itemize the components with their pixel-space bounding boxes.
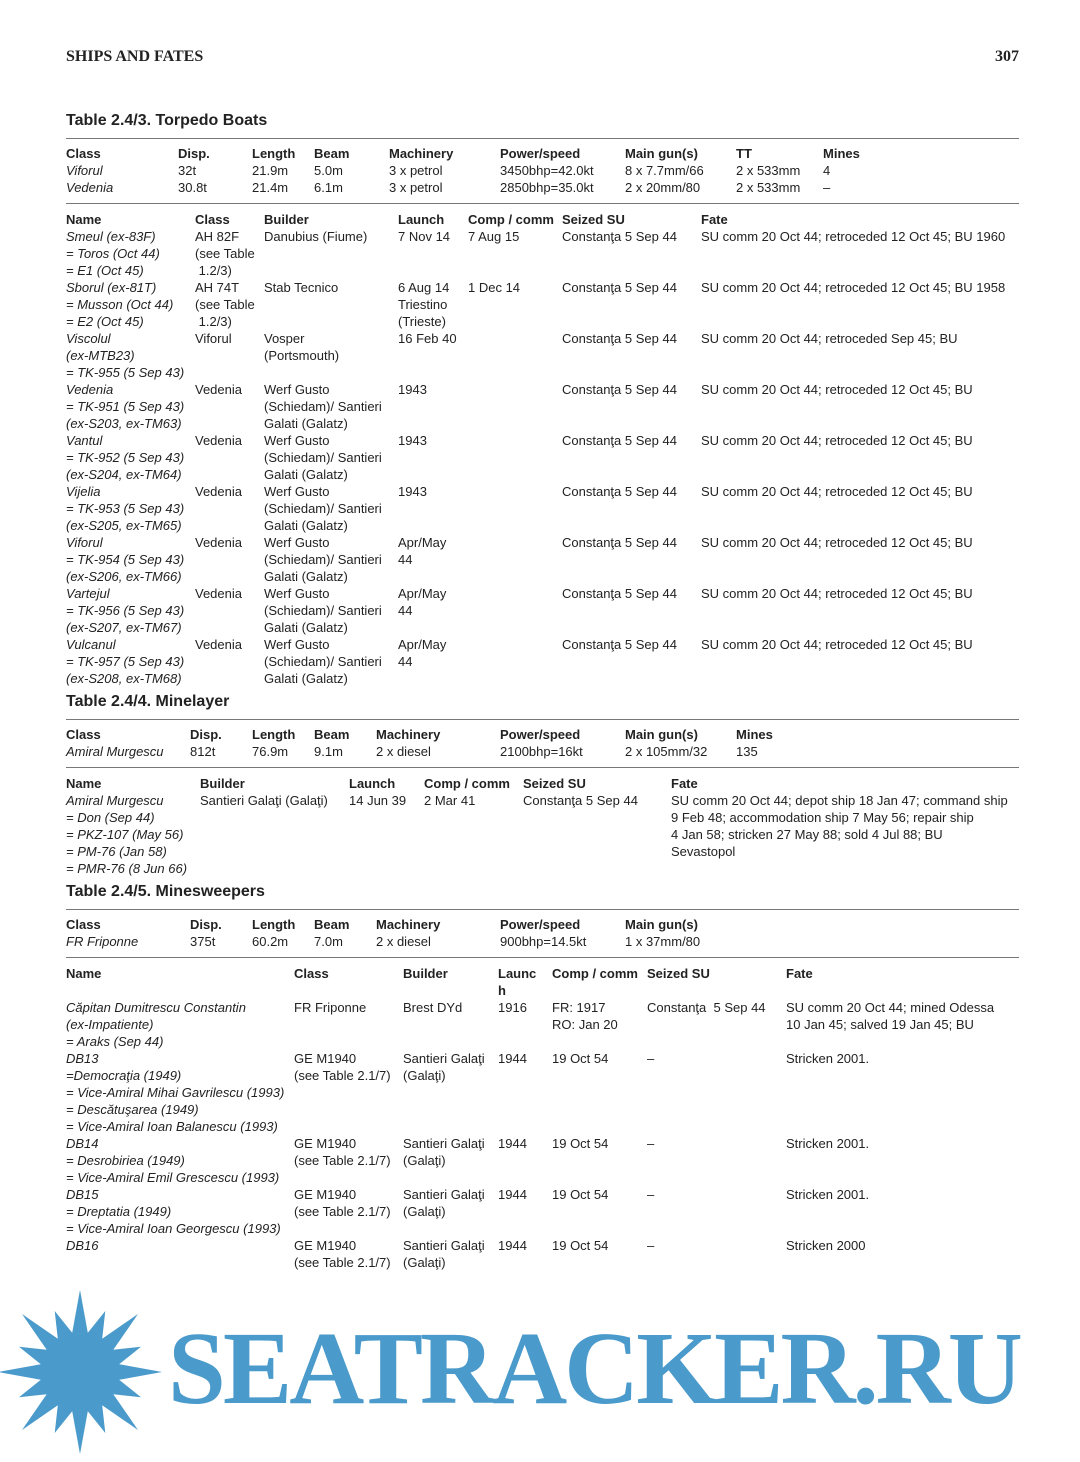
cell: Comp / comm bbox=[552, 966, 638, 981]
cell: 2 x 533mm bbox=[736, 180, 801, 195]
cell: Werf Gusto (Schiedam)/ Santieri Galati (Galatz) bbox=[264, 382, 382, 431]
cell: Builder bbox=[200, 776, 245, 791]
cell: SU comm 20 Oct 44; retroceded 12 Oct 45; BU bbox=[701, 535, 973, 550]
cell: Constanţa 5 Sep 44 bbox=[523, 793, 638, 808]
cell: Smeul (ex-83F) = Toros (Oct 44) = E1 (Oct 45) bbox=[66, 229, 160, 278]
cell: AH 74T (see Table 1.2/3) bbox=[195, 280, 255, 329]
cell: 6.1m bbox=[314, 180, 343, 195]
ship-row bbox=[66, 1135, 1019, 1186]
cell: Vedenia bbox=[66, 180, 114, 195]
header-row bbox=[66, 775, 1019, 792]
cell: SU comm 20 Oct 44; retroceded 12 Oct 45; BU 1958 bbox=[701, 280, 1006, 295]
cell: 1944 bbox=[498, 1136, 527, 1151]
cell: 30.8t bbox=[178, 180, 207, 195]
cell: Căpitan Dumitrescu Constantin (ex-Impatiente) = Araks (Sep 44) bbox=[66, 1000, 246, 1049]
column-header: Machinery bbox=[389, 146, 454, 161]
cell: Vedenia = TK-951 (5 Sep 43) (ex-S203, ex-TM63) bbox=[66, 382, 185, 431]
cell: 1943 bbox=[398, 484, 427, 499]
ship-row bbox=[66, 432, 1019, 483]
column-header: Class bbox=[66, 727, 101, 742]
cell: FR Friponne bbox=[294, 1000, 367, 1015]
column-header: Beam bbox=[314, 917, 350, 932]
cell: Constanţa 5 Sep 44 bbox=[562, 331, 677, 346]
cell: Stricken 2001. bbox=[786, 1051, 870, 1066]
cell: Vijelia = TK-953 (5 Sep 43) (ex-S205, ex-TM65) bbox=[66, 484, 185, 533]
spec-row bbox=[66, 162, 1019, 179]
table-title: Table 2.4/5. Minesweepers bbox=[66, 883, 265, 900]
cell: Vedenia bbox=[195, 484, 242, 499]
cell: 2100bhp=16kt bbox=[500, 744, 583, 759]
cell: Name bbox=[66, 212, 102, 227]
cell: SU comm 20 Oct 44; retroceded 12 Oct 45; BU bbox=[701, 382, 973, 397]
column-header: Power/speed bbox=[500, 146, 581, 161]
cell: 19 Oct 54 bbox=[552, 1136, 609, 1151]
cell: SU comm 20 Oct 44; retroceded 12 Oct 45; BU bbox=[701, 586, 973, 601]
column-header: Main gun(s) bbox=[625, 917, 698, 932]
cell: 3450bhp=42.0kt bbox=[500, 163, 594, 178]
column-header: Class bbox=[66, 917, 101, 932]
cell: 1943 bbox=[398, 433, 427, 448]
cell: 135 bbox=[736, 744, 758, 759]
cell: 1943 bbox=[398, 382, 427, 397]
cell: Name bbox=[66, 776, 102, 791]
cell: SU comm 20 Oct 44; retroceded 12 Oct 45; BU 1960 bbox=[701, 229, 1006, 244]
column-header: Mines bbox=[823, 146, 860, 161]
cell: 2 x 105mm/32 bbox=[625, 744, 708, 759]
cell: 1944 bbox=[498, 1051, 527, 1066]
cell: GE M1940 (see Table 2.1/7) bbox=[294, 1051, 391, 1083]
watermark-text: SEATRACKER.RU bbox=[168, 1311, 1020, 1426]
ship-row bbox=[66, 999, 1019, 1050]
column-header: Length bbox=[252, 727, 296, 742]
ship-table bbox=[66, 965, 1019, 1271]
table-rule bbox=[66, 767, 1019, 768]
cell: Launch bbox=[398, 212, 445, 227]
ship-row bbox=[66, 483, 1019, 534]
cell: FR Friponne bbox=[66, 934, 139, 949]
spec-table bbox=[66, 145, 1019, 196]
cell: – bbox=[647, 1136, 655, 1151]
table-rule bbox=[66, 909, 1019, 910]
cell: 19 Oct 54 bbox=[552, 1238, 609, 1253]
cell: Amiral Murgescu = Don (Sep 44) = PKZ-107 (May 56) = PM-76 (Jan 58) = PMR-76 (8 Jun 66) bbox=[66, 793, 188, 876]
cell: Constanţa 5 Sep 44 bbox=[562, 535, 677, 550]
cell: SU comm 20 Oct 44; mined Odessa 10 Jan 45; salved 19 Jan 45; BU bbox=[786, 1000, 995, 1032]
ship-row bbox=[66, 585, 1019, 636]
column-header: Machinery bbox=[376, 727, 441, 742]
cell: Vedenia bbox=[195, 637, 242, 652]
cell: 21.9m bbox=[252, 163, 289, 178]
column-header: Disp. bbox=[190, 917, 222, 932]
cell: GE M1940 (see Table 2.1/7) bbox=[294, 1238, 391, 1270]
cell: 1 x 37mm/80 bbox=[625, 934, 701, 949]
cell: SU comm 20 Oct 44; retroceded 12 Oct 45; BU bbox=[701, 484, 973, 499]
column-header: Machinery bbox=[376, 917, 441, 932]
ship-row bbox=[66, 636, 1019, 687]
cell: Stab Tecnico bbox=[264, 280, 339, 295]
spec-row bbox=[66, 933, 1019, 950]
cell: – bbox=[647, 1051, 655, 1066]
cell: 8 x 7.7mm/66 bbox=[625, 163, 704, 178]
cell: AH 82F (see Table 1.2/3) bbox=[195, 229, 255, 278]
cell: GE M1940 (see Table 2.1/7) bbox=[294, 1187, 391, 1219]
cell: 2 x diesel bbox=[376, 934, 431, 949]
cell: 7.0m bbox=[314, 934, 343, 949]
header-row bbox=[66, 726, 1019, 743]
cell: 19 Oct 54 bbox=[552, 1051, 609, 1066]
cell: Santieri Galaţi (Galaţi) bbox=[200, 793, 328, 808]
cell: Builder bbox=[264, 212, 309, 227]
cell: Werf Gusto (Schiedam)/ Santieri Galati (Galatz) bbox=[264, 637, 382, 686]
cell: SU comm 20 Oct 44; retroceded 12 Oct 45; BU bbox=[701, 637, 973, 652]
ship-table bbox=[66, 775, 1019, 877]
table-title: Table 2.4/4. Minelayer bbox=[66, 693, 230, 710]
cell: 3 x petrol bbox=[389, 163, 443, 178]
cell: 14 Jun 39 bbox=[349, 793, 407, 808]
cell: DB14 = Desrobiriea (1949) = Vice-Amiral Emil Grescescu (1993) bbox=[66, 1136, 280, 1185]
column-header: Class bbox=[66, 146, 101, 161]
cell: Santieri Galaţi (Galaţi) bbox=[403, 1187, 485, 1219]
spec-row bbox=[66, 743, 1019, 760]
cell: Seized SU bbox=[562, 212, 625, 227]
table-rule bbox=[66, 138, 1019, 139]
ship-row bbox=[66, 1050, 1019, 1135]
column-header: Length bbox=[252, 146, 296, 161]
cell: 2 x 20mm/80 bbox=[625, 180, 701, 195]
table-rule bbox=[66, 203, 1019, 204]
cell: Santieri Galaţi (Galaţi) bbox=[403, 1051, 485, 1083]
ship-row bbox=[66, 279, 1019, 330]
column-header: Main gun(s) bbox=[625, 146, 698, 161]
cell: Constanţa 5 Sep 44 bbox=[562, 229, 677, 244]
cell: Vosper (Portsmouth) bbox=[264, 331, 340, 363]
cell: 6 Aug 14 Triestino (Trieste) bbox=[398, 280, 450, 329]
cell: GE M1940 (see Table 2.1/7) bbox=[294, 1136, 391, 1168]
cell: Seized SU bbox=[523, 776, 586, 791]
cell: Vedenia bbox=[195, 382, 242, 397]
ship-table bbox=[66, 211, 1019, 687]
column-header: Power/speed bbox=[500, 917, 581, 932]
cell: SU comm 20 Oct 44; depot ship 18 Jan 47; command ship 9 Feb 48; accommodation ship 7 May 56; repair ship 4 Jan 58; stricken 27 May 88; sold 4 Jul 88; BU Sevastopol bbox=[671, 793, 1008, 859]
cell: Viforul = TK-954 (5 Sep 43) (ex-S206, ex-TM66) bbox=[66, 535, 185, 584]
column-header: Beam bbox=[314, 146, 350, 161]
cell: Stricken 2001. bbox=[786, 1187, 870, 1202]
spec-row bbox=[66, 179, 1019, 196]
header-row bbox=[66, 916, 1019, 933]
cell: Seized SU bbox=[647, 966, 710, 981]
cell: 2850bhp=35.0kt bbox=[500, 180, 594, 195]
cell: 4 bbox=[823, 163, 831, 178]
cell: Stricken 2000 bbox=[786, 1238, 866, 1253]
cell: 3 x petrol bbox=[389, 180, 443, 195]
cell: Constanţa 5 Sep 44 bbox=[562, 586, 677, 601]
cell: Santieri Galaţi (Galaţi) bbox=[403, 1238, 485, 1270]
cell: Viforul bbox=[195, 331, 232, 346]
ship-row bbox=[66, 330, 1019, 381]
cell: Constanţa 5 Sep 44 bbox=[647, 1000, 766, 1015]
cell: DB15 = Dreptatia (1949) = Vice-Amiral Ioan Georgescu (1993) bbox=[66, 1187, 281, 1236]
spec-table bbox=[66, 726, 1019, 760]
cell: 2 x diesel bbox=[376, 744, 431, 759]
cell: 21.4m bbox=[252, 180, 289, 195]
cell: 32t bbox=[178, 163, 197, 178]
cell: Constanţa 5 Sep 44 bbox=[562, 280, 677, 295]
cell: 1944 bbox=[498, 1238, 527, 1253]
column-header: Power/speed bbox=[500, 727, 581, 742]
column-header: Beam bbox=[314, 727, 350, 742]
cell: Vulcanul = TK-957 (5 Sep 43) (ex-S208, ex-TM68) bbox=[66, 637, 185, 686]
ship-row bbox=[66, 1186, 1019, 1237]
cell: Vedenia bbox=[195, 433, 242, 448]
cell: Fate bbox=[701, 212, 728, 227]
cell: 375t bbox=[190, 934, 216, 949]
cell: 9.1m bbox=[314, 744, 343, 759]
table-rule bbox=[66, 719, 1019, 720]
cell: Brest DYd bbox=[403, 1000, 463, 1015]
cell: FR: 1917 RO: Jan 20 bbox=[552, 1000, 618, 1032]
cell: 2 x 533mm bbox=[736, 163, 801, 178]
cell: – bbox=[647, 1187, 655, 1202]
cell: 7 Aug 15 bbox=[468, 229, 520, 244]
cell: DB16 bbox=[66, 1238, 99, 1253]
sun-logo-icon bbox=[0, 1287, 170, 1457]
header-row bbox=[66, 965, 1019, 999]
cell: Werf Gusto (Schiedam)/ Santieri Galati (Galatz) bbox=[264, 535, 382, 584]
cell: Constanţa 5 Sep 44 bbox=[562, 484, 677, 499]
cell: Viscolul (ex-MTB23) = TK-955 (5 Sep 43) bbox=[66, 331, 185, 380]
cell: Comp / comm bbox=[468, 212, 554, 227]
ship-row bbox=[66, 381, 1019, 432]
column-header: Disp. bbox=[190, 727, 222, 742]
cell: – bbox=[647, 1238, 655, 1253]
cell: 76.9m bbox=[252, 744, 289, 759]
cell: Vedenia bbox=[195, 586, 242, 601]
cell: 60.2m bbox=[252, 934, 289, 949]
header-row bbox=[66, 145, 1019, 162]
ship-row bbox=[66, 534, 1019, 585]
cell: SU comm 20 Oct 44; retroceded 12 Oct 45; BU bbox=[701, 433, 973, 448]
cell: Constanţa 5 Sep 44 bbox=[562, 433, 677, 448]
cell: Launch bbox=[498, 966, 537, 998]
cell: Apr/May 44 bbox=[398, 637, 451, 669]
cell: Apr/May 44 bbox=[398, 586, 451, 618]
cell: Sborul (ex-81T) = Musson (Oct 44) = E2 (Oct 45) bbox=[66, 280, 174, 329]
cell: Fate bbox=[786, 966, 813, 981]
column-header: Mines bbox=[736, 727, 773, 742]
column-header: Disp. bbox=[178, 146, 210, 161]
column-header: Main gun(s) bbox=[625, 727, 698, 742]
cell: 19 Oct 54 bbox=[552, 1187, 609, 1202]
sun-rays bbox=[0, 1290, 162, 1454]
table-rule bbox=[66, 957, 1019, 958]
cell: Stricken 2001. bbox=[786, 1136, 870, 1151]
table-title: Table 2.4/3. Torpedo Boats bbox=[66, 112, 268, 129]
header-row bbox=[66, 211, 1019, 228]
cell: 1 Dec 14 bbox=[468, 280, 521, 295]
column-header: TT bbox=[736, 146, 752, 161]
cell: Werf Gusto (Schiedam)/ Santieri Galati (Galatz) bbox=[264, 484, 382, 533]
cell: Vantul = TK-952 (5 Sep 43) (ex-S204, ex-TM64) bbox=[66, 433, 185, 482]
cell: Viforul bbox=[66, 163, 103, 178]
cell: 7 Nov 14 bbox=[398, 229, 451, 244]
cell: Class bbox=[294, 966, 329, 981]
ship-row bbox=[66, 792, 1019, 877]
cell: Werf Gusto (Schiedam)/ Santieri Galati (Galatz) bbox=[264, 433, 382, 482]
cell: Launch bbox=[349, 776, 396, 791]
cell: 1944 bbox=[498, 1187, 527, 1202]
cell: Class bbox=[195, 212, 230, 227]
cell: Name bbox=[66, 966, 102, 981]
cell: Danubius (Fiume) bbox=[264, 229, 368, 244]
cell: SU comm 20 Oct 44; retroceded Sep 45; BU bbox=[701, 331, 958, 346]
cell: Fate bbox=[671, 776, 698, 791]
cell: Apr/May 44 bbox=[398, 535, 451, 567]
cell: Vartejul = TK-956 (5 Sep 43) (ex-S207, ex-TM67) bbox=[66, 586, 185, 635]
cell: Vedenia bbox=[195, 535, 242, 550]
cell: Santieri Galaţi (Galaţi) bbox=[403, 1136, 485, 1168]
ship-row bbox=[66, 228, 1019, 279]
cell: DB13 =Democraţia (1949) = Vice-Amiral Mihai Gavrilescu (1993) = Descătuşarea (1949) = Vice-Amiral Ioan Balanescu (1993) bbox=[66, 1051, 285, 1134]
running-title: SHIPS AND FATES bbox=[66, 48, 204, 65]
cell: Constanţa 5 Sep 44 bbox=[562, 382, 677, 397]
cell: Werf Gusto (Schiedam)/ Santieri Galati (Galatz) bbox=[264, 586, 382, 635]
cell: 2 Mar 41 bbox=[424, 793, 476, 808]
cell: Builder bbox=[403, 966, 448, 981]
column-header: Length bbox=[252, 917, 296, 932]
cell: 900bhp=14.5kt bbox=[500, 934, 587, 949]
cell: Constanţa 5 Sep 44 bbox=[562, 637, 677, 652]
cell: 5.0m bbox=[314, 163, 343, 178]
cell: – bbox=[823, 180, 831, 195]
spec-table bbox=[66, 916, 1019, 950]
cell: 16 Feb 40 bbox=[398, 331, 457, 346]
cell: Amiral Murgescu bbox=[66, 744, 164, 759]
cell: 1916 bbox=[498, 1000, 527, 1015]
cell: Comp / comm bbox=[424, 776, 510, 791]
cell: 812t bbox=[190, 744, 216, 759]
ship-row bbox=[66, 1237, 1019, 1271]
page-number: 307 bbox=[995, 48, 1019, 65]
